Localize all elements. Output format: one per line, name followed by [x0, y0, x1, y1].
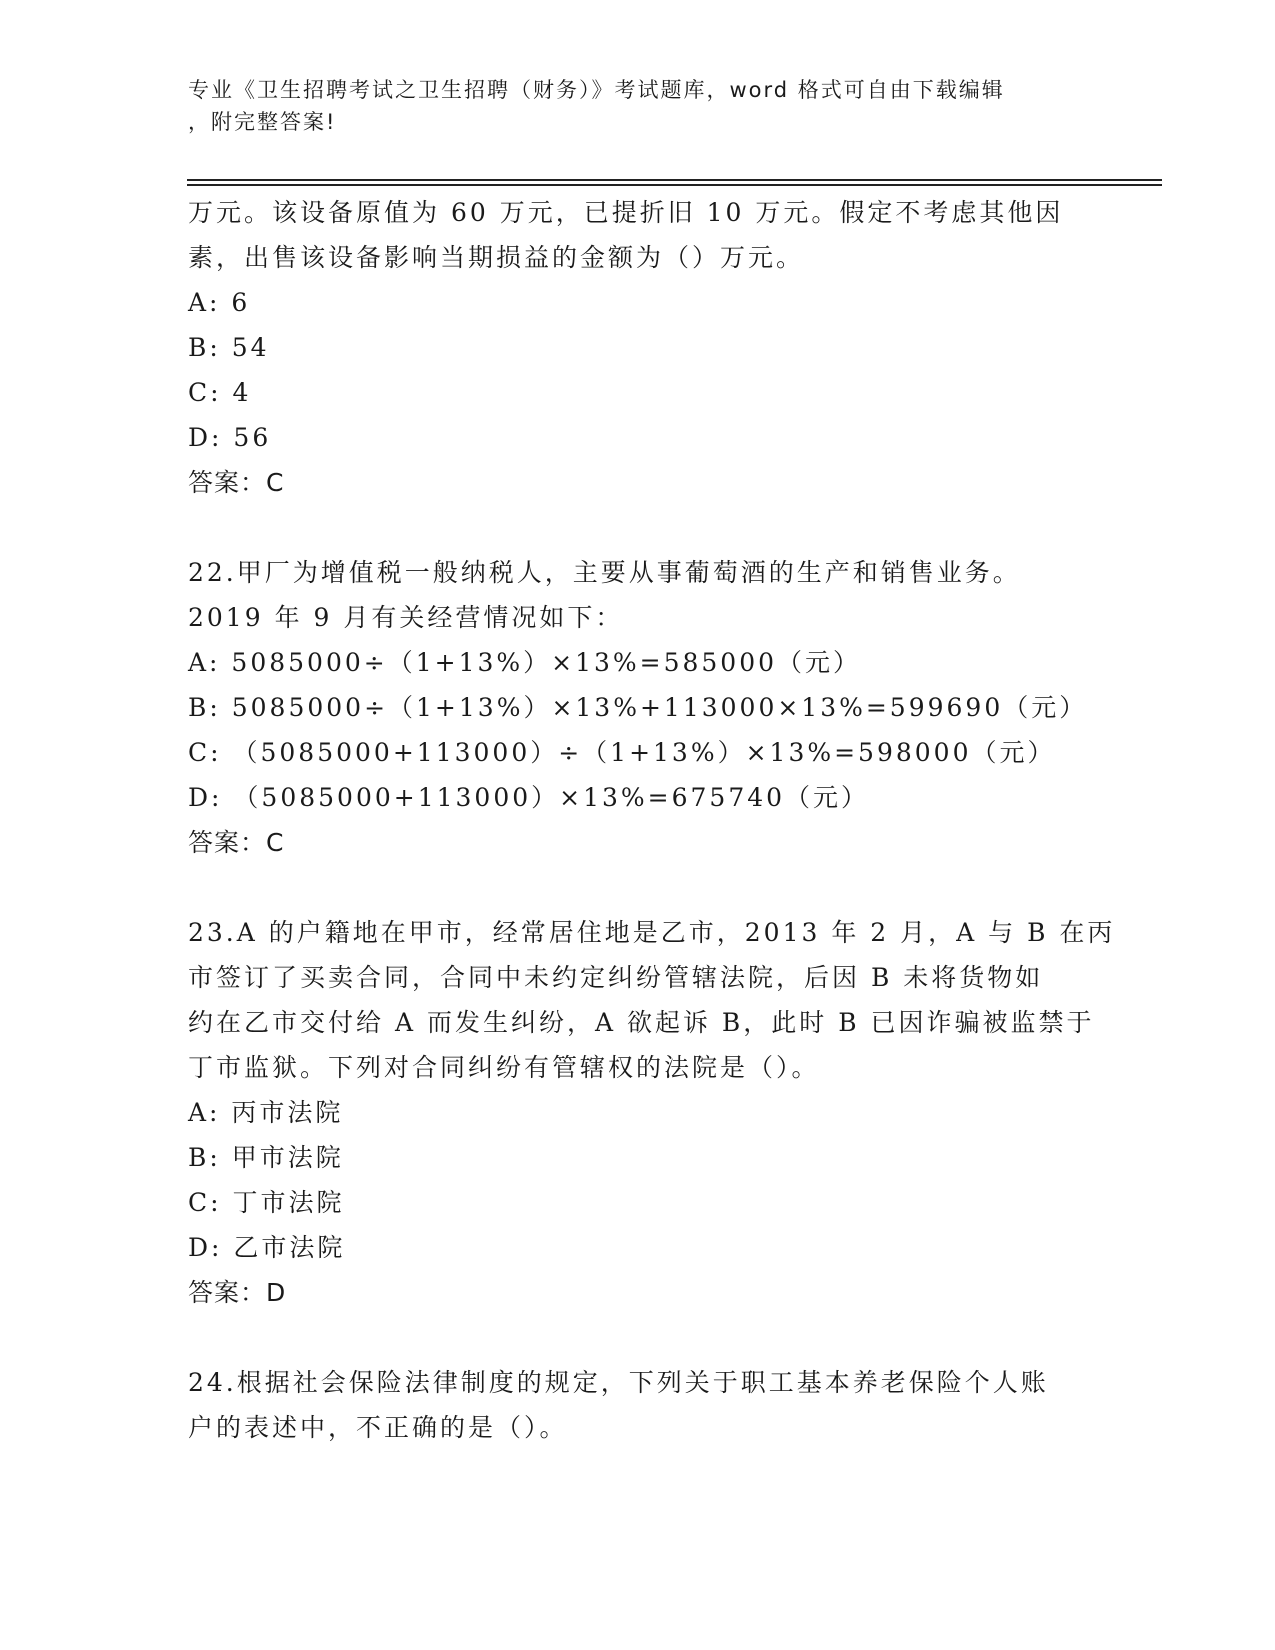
header-line-1: 专业《卫生招聘考试之卫生招聘（财务）》考试题库，word 格式可自由下载编辑: [188, 78, 1005, 102]
question-stem-line: 22.甲厂为增值税一般纳税人，主要从事葡萄酒的生产和销售业务。: [188, 558, 1021, 587]
spacer: [188, 865, 1088, 910]
option-a: A: 6: [188, 288, 251, 317]
option-c: C: 4: [188, 378, 252, 407]
question-stem-line: 约在乙市交付给 A 而发生纠纷，A 欲起诉 B，此时 B 已因诈骗被监禁于: [188, 1008, 1095, 1037]
header-line-2: ，附完整答案!: [188, 110, 337, 134]
option-d: D: 乙市法院: [188, 1233, 346, 1262]
option-d: D: 56: [188, 423, 272, 452]
question-24: [188, 1360, 1088, 1450]
question-stem-line: 丁市监狱。下列对合同纠纷有管辖权的法院是（）。: [188, 1053, 820, 1082]
answer-line: 答案：C: [188, 828, 285, 857]
question-stem-line: 万元。该设备原值为 60 万元，已提折旧 10 万元。假定不考虑其他因: [188, 198, 1064, 227]
option-b: B: 甲市法院: [188, 1143, 344, 1172]
option-c: C: （5085000+113000）÷（1+13%）×13%=598000（元）: [188, 738, 1056, 767]
spacer: [188, 505, 1088, 550]
question-stem-line: 23.A 的户籍地在甲市，经常居住地是乙市，2013 年 2 月，A 与 B 在丙: [188, 918, 1116, 947]
option-c: C: 丁市法院: [188, 1188, 345, 1217]
question-stem-line: 24.根据社会保险法律制度的规定，下列关于职工基本养老保险个人账: [188, 1368, 1049, 1397]
option-b: B: 54: [188, 333, 270, 362]
question-stem-line: 市签订了买卖合同，合同中未约定纠纷管辖法院，后因 B 未将货物如: [188, 963, 1044, 992]
option-a: A: 丙市法院: [188, 1098, 344, 1127]
option-b: B: 5085000÷（1+13%）×13%+113000×13%=599690（元）: [188, 693, 1088, 722]
option-a: A: 5085000÷（1+13%）×13%=585000（元）: [188, 648, 862, 677]
question-stem-line: 2019 年 9 月有关经营情况如下：: [188, 603, 624, 632]
spacer: [188, 1315, 1088, 1360]
document-header: [188, 74, 1088, 138]
option-d: D: （5085000+113000）×13%=675740（元）: [188, 783, 870, 812]
question-list: [188, 190, 1116, 1450]
question-stem-line: 素，出售该设备影响当期损益的金额为（）万元。: [188, 243, 805, 272]
header-divider-top: [187, 179, 1162, 181]
question-21: [188, 190, 1088, 505]
answer-line: 答案：C: [188, 468, 285, 497]
question-23: [188, 910, 1116, 1315]
header-divider-bottom: [187, 184, 1162, 186]
question-22: [188, 550, 1088, 865]
question-stem-line: 户的表述中，不正确的是（）。: [188, 1413, 568, 1442]
answer-line: 答案：D: [188, 1278, 287, 1307]
